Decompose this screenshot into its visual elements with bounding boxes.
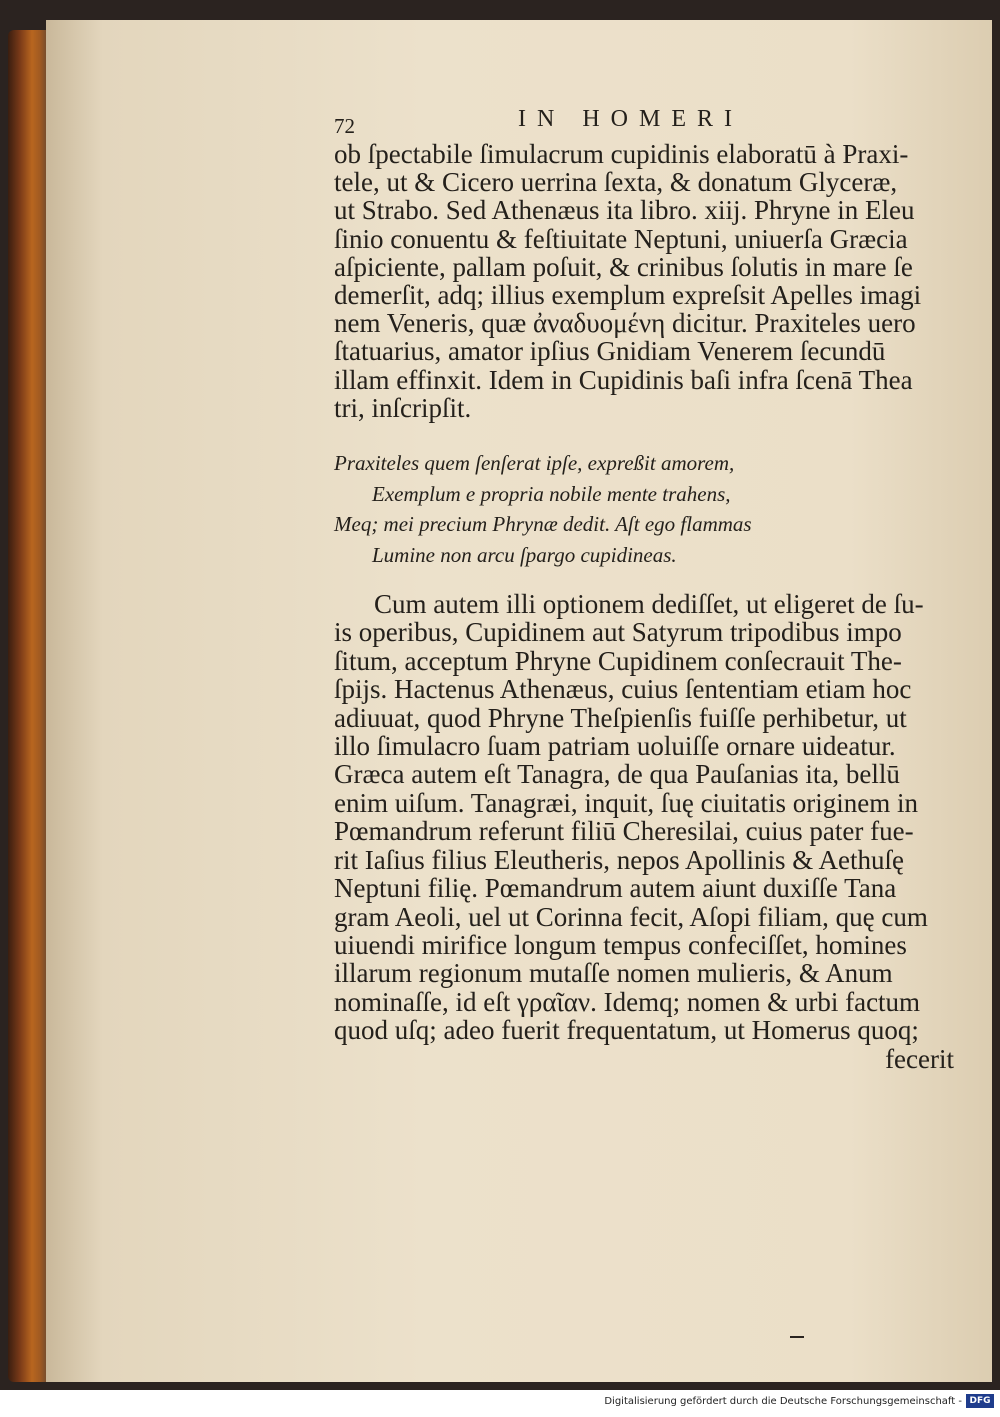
text-line: Græca autem eſt Tanagra, de qua Pauſanias ita, bellū [334,759,900,790]
text-line: ſinio conuentu & feſtiuitate Neptuni, uniuerſa Græcia [334,223,908,254]
text-line: Pœmandrum referunt filiū Cheresilai, cuius pater fue- [334,816,914,847]
text-line: illarum regionum mutaſſe nomen mulieris, & Anum [334,958,893,989]
text-line: adiuuat, quod Phryne Theſpienſis fuiſſe perhibetur, ut [334,702,907,733]
verse-epigram [334,448,954,570]
text-line: uiuendi mirifice longum tempus confeciſſet, homines [334,929,907,960]
book-page [46,20,992,1382]
text-line: ut Strabo. Sed Athenæus ita libro. xiij. Phryne in Eleu [334,195,915,226]
text-line: illam effinxit. Idem in Cupidinis baſi infra ſcenā Thea [334,364,913,395]
verse-line: Meq; mei precium Phrynæ dedit. Aſt ego flammas [334,512,752,537]
printer-mark [790,1336,804,1338]
text-line: ob ſpectabile ſimulacrum cupidinis elaboratū à Praxi- [334,139,909,169]
text-line: Cum autem illi optionem dediſſet, ut eligeret de ſu- [374,589,924,620]
text-line: ſtatuarius, amator ipſius Gnidiam Venerem ſecundū [334,336,886,367]
text-line: tele, ut & Cicero uerrina ſexta, & donatum Glyceræ, [334,167,898,198]
verse-line: Exemplum e propria nobile mente trahens, [372,481,731,506]
text-line: quod uſq; adeo fuerit frequentatum, ut Homerus quoq; [334,1015,919,1046]
running-head [334,106,954,140]
text-line: nem Veneris, quæ ἀναδυομένη dicitur. Praxiteles uero [334,308,916,339]
text-block [334,106,954,1073]
verse-line: Praxiteles quem ſenſerat ipſe, expreßit amorem, [334,451,735,476]
text-line: illo ſimulacro ſuam patriam uoluiſſe ornare uideatur. [334,731,896,762]
book-edge [8,30,48,1382]
page-number: 72 [334,114,355,138]
funding-credit: Digitalisierung gefördert durch die Deutsche Forschungsgemeinschaft - [604,1396,962,1407]
text-line: aſpiciente, pallam poſuit, & crinibus ſolutis in mare ſe [334,251,913,282]
footer-bar [0,1390,1000,1417]
paragraph-2 [334,590,954,1073]
text-line: ſitum, acceptum Phryne Cupidinem conſecrauit The- [334,645,902,676]
running-title: IN HOMERI [518,106,743,132]
text-line: enim uiſum. Tanagræi, inquit, ſuę ciuitatis originem in [334,787,919,818]
dfg-logo-icon: DFG [966,1394,994,1408]
text-line: ſpijs. Hactenus Athenæus, cuius ſententiam etiam hoc [334,674,912,705]
text-line: tri, inſcripſit. [334,392,472,423]
text-line: is operibus, Cupidinem aut Satyrum tripodibus impo [334,617,902,648]
text-line: rit Iaſius filius Eleutheris, nepos Apollinis & Aethuſę [334,844,904,875]
text-line: demerſit, adq; illius exemplum expreſsit Apelles imagi [334,280,922,311]
text-line: nominaſſe, id eſt γραῖαν. Idemq; nomen & urbi factum [334,986,921,1017]
text-line: gram Aeoli, uel ut Corinna fecit, Aſopi filiam, quę cum [334,901,928,932]
text-line: Neptuni filię. Pœmandrum autem aiunt duxiſſe Tana [334,873,897,904]
paragraph-1 [334,140,954,422]
verse-line: Lumine non arcu ſpargo cupidineas. [372,542,677,567]
catchword: fecerit [885,1043,954,1074]
